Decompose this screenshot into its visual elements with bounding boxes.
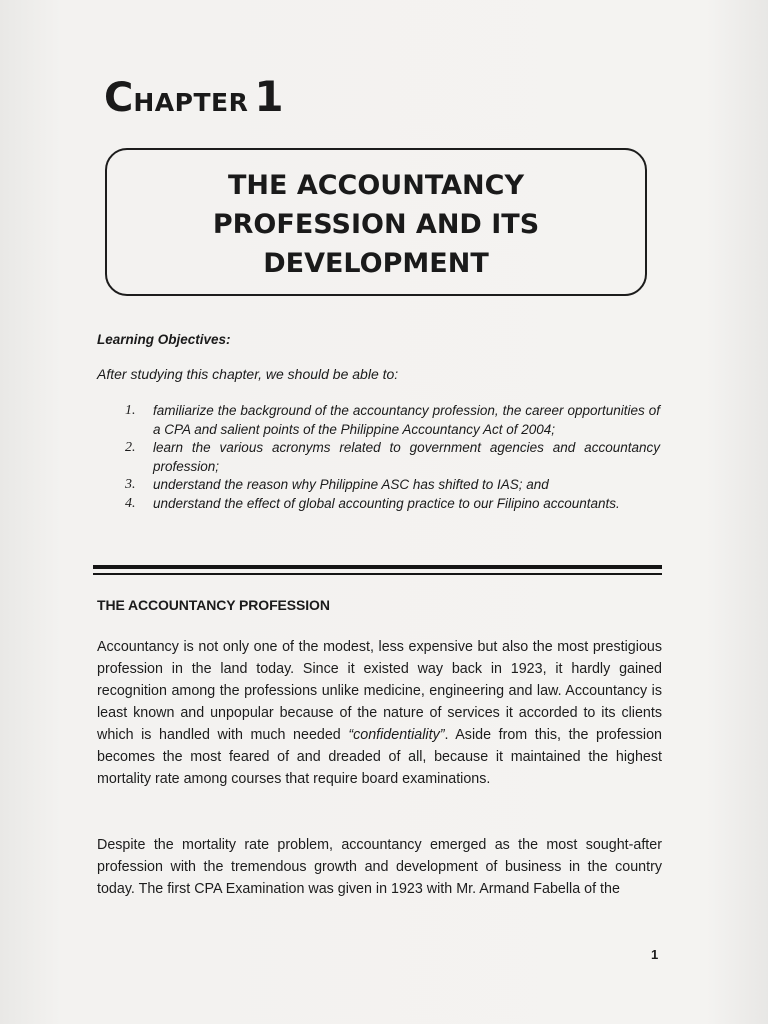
objective-marker: 3. <box>125 477 136 492</box>
learning-objectives-list <box>120 402 660 513</box>
section-divider-thin <box>93 573 662 575</box>
objective-item <box>120 439 660 476</box>
objective-text: learn the various acronyms related to government agencies and accountancy profession; <box>153 440 660 474</box>
objective-text: understand the effect of global accounting practice to our Filipino accountants. <box>153 495 620 511</box>
chapter-title <box>107 166 645 283</box>
chapter-title-box <box>105 148 647 296</box>
chapter-title-line-1: THE ACCOUNTANCY <box>227 170 525 201</box>
chapter-title-line-3: DEVELOPMENT <box>263 248 489 279</box>
paragraph-1-text-end: . Aside from this, the profession becomes the most feared of and dreaded of all, because it maintained the highest mortality rate among courses that require board examinations. <box>97 727 662 787</box>
objective-marker: 1. <box>125 403 136 418</box>
learning-objectives-heading: Learning Objectives: <box>97 332 231 347</box>
objective-text: familiarize the background of the accountancy profession, the career opportunities of a CPA and salient points of the Philippine Accountancy Act of 2004; <box>153 403 660 437</box>
objective-text: understand the reason why Philippine ASC has shifted to IAS; and <box>153 477 549 492</box>
paragraph-1-text-start: Accountancy is not only one of the modest, less expensive but also the most prestigious profession in the land today. Since it existed way back in 1923, it hardly gained recognition among the professions unlike medicine, engineering and law. Accountancy is least known and unpopular because of the nature of services it accorded to its clients which is handled with much needed <box>97 639 662 743</box>
paragraph-1-emphasis: “confidentiality” <box>348 727 445 743</box>
section-heading: THE ACCOUNTANCY PROFESSION <box>97 597 330 613</box>
body-paragraph-1 <box>97 636 662 790</box>
objective-item <box>120 495 660 514</box>
learning-objectives-intro: After studying this chapter, we should be able to: <box>97 366 399 382</box>
objective-item <box>120 476 660 495</box>
objective-marker: 2. <box>125 440 136 455</box>
objective-marker: 4. <box>125 495 136 511</box>
chapter-initial: C <box>104 75 134 121</box>
body-paragraph-2: Despite the mortality rate problem, accountancy emerged as the most sought-after profession with the tremendous growth and development of business in the country today. The first CPA Examination was given in 1923 with Mr. Armand Fabella of the <box>97 837 662 897</box>
chapter-title-line-2: PROFESSION AND ITS <box>212 209 540 240</box>
objective-item <box>120 402 660 439</box>
chapter-heading <box>104 72 284 121</box>
chapter-number: 1 <box>254 72 284 121</box>
section-divider-thick <box>93 565 662 569</box>
page-number: 1 <box>651 947 659 962</box>
chapter-word: HAPTER <box>133 88 249 117</box>
